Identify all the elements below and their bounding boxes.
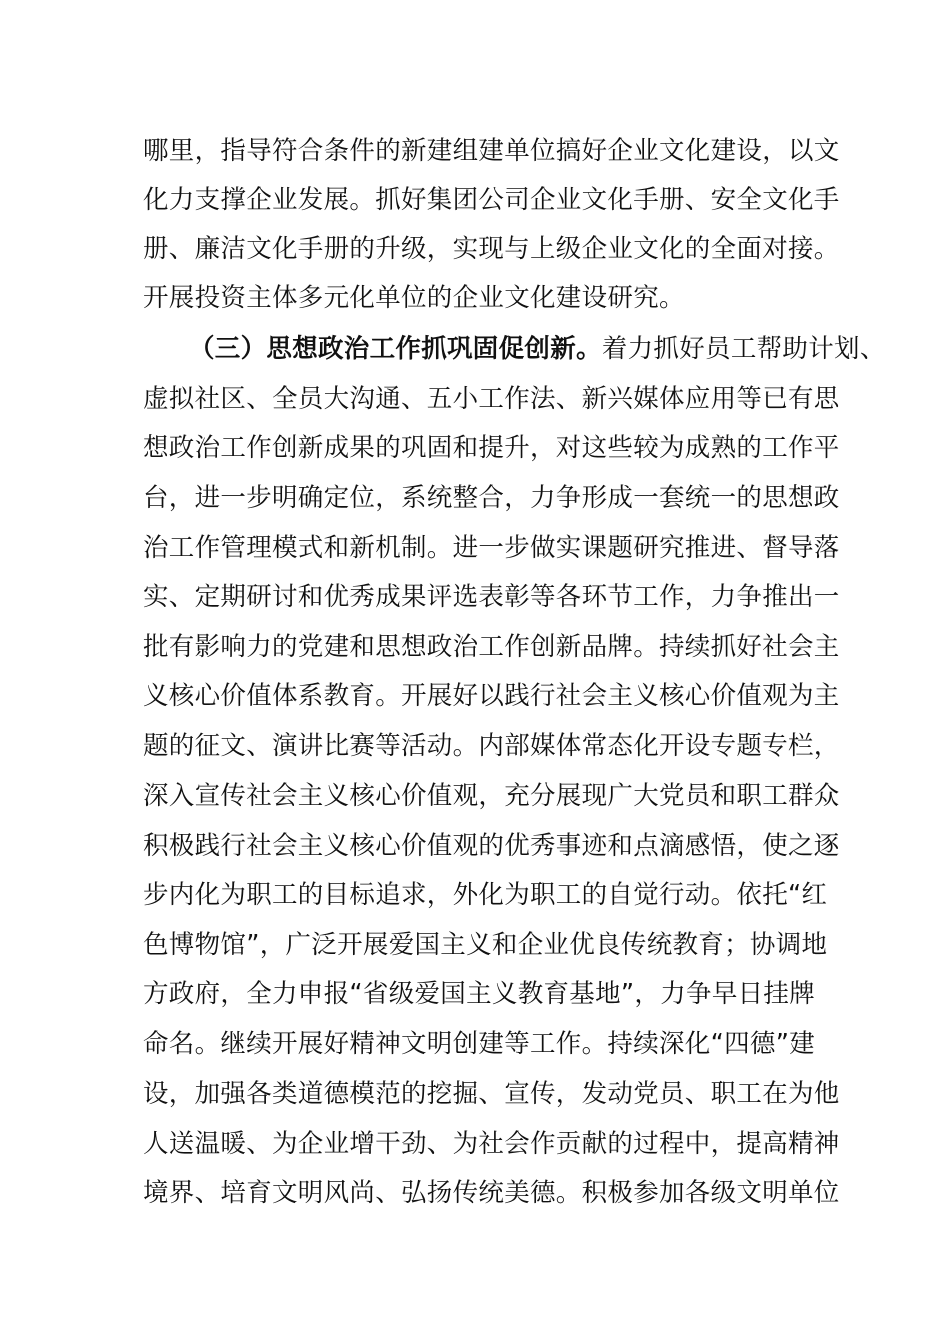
text-line: 深入宣传社会主义核心价值观，充分展现广大党员和职工群众 bbox=[143, 781, 840, 811]
text-line: 虚拟社区、全员大沟通、五小工作法、新兴媒体应用等已有思 bbox=[143, 384, 840, 414]
text-line: 实、定期研讨和优秀成果评选表彰等各环节工作，力争推出一 bbox=[143, 582, 840, 612]
text-line: 义核心价值体系教育。开展好以践行社会主义核心价值观为主 bbox=[143, 681, 840, 711]
text-line: 台，进一步明确定位，系统整合，力争形成一套统一的思想政 bbox=[143, 483, 840, 513]
text-line: 色博物馆”，广泛开展爱国主义和企业优良传统教育；协调地 bbox=[143, 930, 828, 960]
section-first-line bbox=[189, 332, 886, 366]
text-line: 治工作管理模式和新机制。进一步做实课题研究推进、督导落 bbox=[143, 533, 840, 563]
text-line: 人送温暖、为企业增干劲、为社会作贡献的过程中，提高精神 bbox=[143, 1129, 840, 1159]
text-line: 步内化为职工的目标追求，外化为职工的自觉行动。依托“红 bbox=[143, 880, 828, 910]
text-line: 化力支撑企业发展。抓好集团公司企业文化手册、安全文化手 bbox=[143, 185, 840, 215]
text-line: 想政治工作创新成果的巩固和提升，对这些较为成熟的工作平 bbox=[143, 433, 840, 463]
section-heading: （三）思想政治工作抓巩固促创新。 bbox=[189, 334, 602, 364]
text-line: 哪里，指导符合条件的新建组建单位搞好企业文化建设，以文 bbox=[143, 136, 840, 166]
text-line: 命名。继续开展好精神文明创建等工作。持续深化“四德”建 bbox=[143, 1029, 816, 1059]
text-line: 方政府，全力申报“省级爱国主义教育基地”，力争早日挂牌 bbox=[143, 979, 816, 1009]
section-text: 着力抓好员工帮助计划、 bbox=[601, 334, 886, 364]
text-line: 积极践行社会主义核心价值观的优秀事迹和点滴感悟，使之逐 bbox=[143, 831, 840, 861]
text-line: 题的征文、演讲比赛等活动。内部媒体常态化开设专题专栏， bbox=[143, 731, 840, 761]
text-line: 开展投资主体多元化单位的企业文化建设研究。 bbox=[143, 283, 685, 313]
text-line: 册、廉洁文化手册的升级，实现与上级企业文化的全面对接。 bbox=[143, 234, 840, 264]
text-line: 设，加强各类道德模范的挖掘、宣传，发动党员、职工在为他 bbox=[143, 1079, 840, 1109]
text-line: 批有影响力的党建和思想政治工作创新品牌。持续抓好社会主 bbox=[143, 632, 840, 662]
text-line: 境界、培育文明风尚、弘扬传统美德。积极参加各级文明单位 bbox=[143, 1178, 840, 1208]
